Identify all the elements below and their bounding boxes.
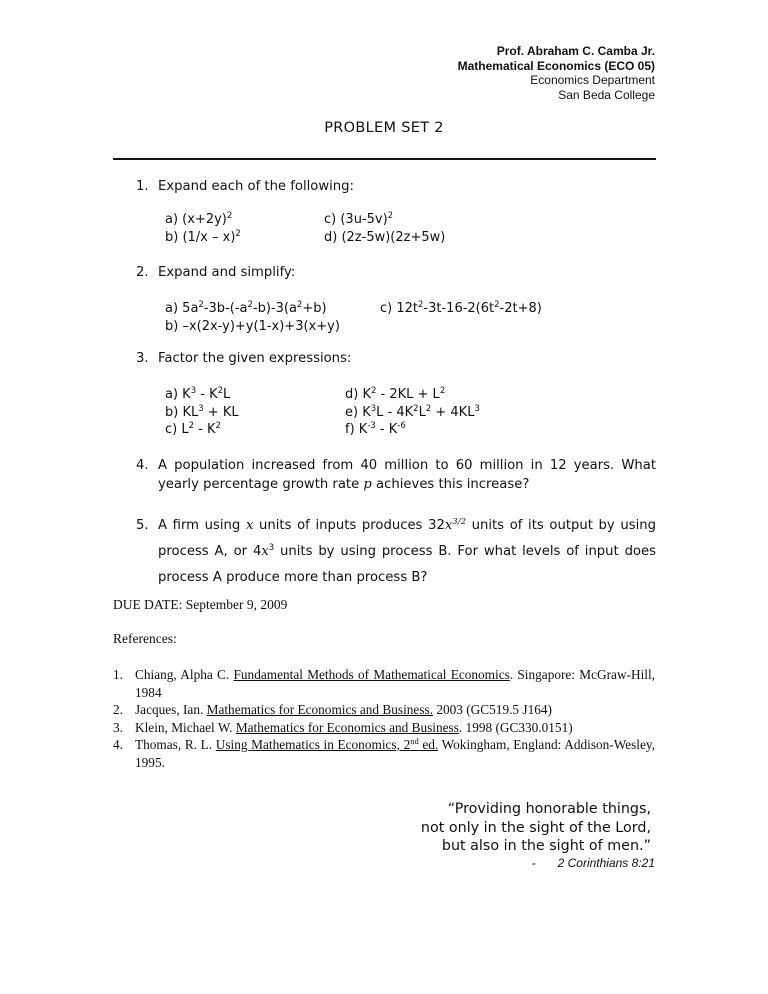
problem-text: process A produce more than process B?: [158, 570, 428, 585]
exponent: 3/2: [452, 517, 466, 527]
reference-number: 3.: [113, 719, 123, 735]
item-text: -b)-3(a: [252, 301, 297, 316]
reference-number: 2.: [113, 702, 123, 717]
problem-text: units of its output by using: [465, 518, 656, 533]
problem-text: units by using process B. For what levels of input does: [274, 544, 656, 559]
reference-info: Wokingham, England:: [438, 737, 562, 752]
item-text: d) (2z-5w)(2z+5w): [324, 229, 446, 245]
item-sup: 2: [235, 228, 241, 239]
problem-number: 2.: [136, 265, 149, 280]
item-sup: 3: [370, 403, 377, 414]
item-text: -3b-(-a: [203, 301, 248, 316]
problem-2: [136, 265, 296, 280]
item-text: L - 4K: [376, 404, 414, 420]
quote-line: “Providing honorable things,: [447, 801, 651, 817]
problem-text: process A, or 4: [158, 544, 262, 559]
reference-info: McGraw-Hill, 1984: [135, 667, 655, 700]
item-text: d) K: [345, 387, 371, 402]
exponent: 3: [268, 543, 275, 553]
item-text: b) –x(2x-y)+y(1-x)+3(x+y): [165, 318, 340, 334]
reference-2: [113, 701, 655, 719]
item-1a: [165, 211, 241, 229]
item-text: - K: [196, 387, 218, 402]
problem-1-items-left: [165, 211, 241, 246]
reference-title-text: ed.: [418, 737, 439, 752]
problem-2-items-left: [165, 300, 340, 335]
problem-text: units of inputs produces 32: [253, 518, 445, 533]
problem-number: 3.: [136, 351, 149, 366]
item-text: +b): [302, 301, 327, 316]
problem-text: achieves this increase?: [371, 477, 530, 492]
item-text: L: [223, 387, 231, 402]
problem-number: 1.: [136, 179, 149, 194]
citation-dash: -: [531, 856, 536, 870]
reference-info: . 1998 (GC330.0151): [458, 719, 573, 735]
item-sup: 3: [198, 403, 204, 414]
problem-3-items-right: [345, 386, 480, 439]
problem-4: [136, 456, 656, 494]
course-name: Mathematical Economics (ECO 05): [457, 58, 655, 73]
item-3e: [345, 404, 480, 422]
item-text: + KL: [203, 404, 239, 420]
reference-number: 1.: [113, 667, 123, 682]
reference-3: [113, 719, 655, 737]
item-text: L: [418, 404, 426, 420]
reference-title: [216, 737, 438, 752]
closing-quote: [421, 800, 651, 856]
problem-3-items-left: [165, 386, 239, 439]
item-text: f) K: [345, 422, 368, 437]
item-3c: [165, 421, 239, 439]
item-text: c) 12t: [380, 301, 418, 316]
page-title: PROBLEM SET 2: [324, 120, 444, 136]
item-text: -3t-16-2(6t: [423, 301, 495, 316]
department-name: Economics Department: [530, 73, 655, 87]
reference-info: 2003 (GC519.5 J164): [433, 702, 552, 717]
ordinal-sup: nd: [410, 736, 419, 746]
item-2a: [165, 300, 340, 318]
item-sup: 2: [418, 300, 424, 310]
item-text: a) (x+2y): [165, 212, 227, 227]
item-1c: [324, 211, 445, 229]
due-date: DUE DATE: September 9, 2009: [113, 597, 288, 612]
title-divider: [113, 158, 656, 160]
reference-info: . Singapore:: [509, 667, 576, 682]
item-2c: [380, 300, 542, 318]
item-sup: 2: [296, 300, 303, 310]
item-1b: [165, 229, 241, 247]
reference-title: Mathematics for Economics and Business.: [206, 702, 434, 717]
reference-1: [113, 666, 655, 701]
item-sup: 2: [198, 300, 204, 310]
item-3d: [345, 386, 480, 404]
item-sup: 2: [226, 211, 233, 221]
citation-text: 2 Corinthians 8:21: [557, 856, 655, 870]
problem-3: [136, 351, 352, 366]
item-sup: 2: [387, 211, 394, 221]
item-2b: [165, 318, 340, 336]
quote-line: not only in the sight of the Lord,: [420, 819, 651, 836]
reference-author: Jacques, Ian.: [135, 702, 207, 717]
item-sup: 2: [370, 386, 377, 396]
variable-x: x: [245, 518, 254, 533]
problem-text: Expand and simplify:: [158, 265, 296, 280]
problem-text: Factor the given expressions:: [158, 351, 352, 366]
variable-p: p: [363, 477, 372, 492]
reference-author: Thomas, R. L.: [135, 737, 216, 752]
header-block: [458, 44, 655, 102]
problem-1: [136, 179, 354, 194]
reference-4: [113, 736, 655, 771]
item-3f: [345, 421, 480, 439]
reference-title: Mathematics for Economics and Business: [235, 719, 459, 735]
item-text: e) K: [345, 404, 371, 420]
problem-text: A firm using: [158, 518, 246, 533]
quote-line: but also in the sight of men.”: [441, 838, 651, 854]
reference-number: 4.: [113, 737, 123, 752]
item-text: b) (1/x – x): [165, 229, 236, 245]
variable-x: x: [261, 544, 269, 559]
problem-text: A population increased from 40 million to 60 million in 12 years. What: [158, 458, 656, 473]
item-text: - K: [375, 422, 398, 437]
problem-2-items-right: [380, 300, 542, 318]
problem-number: 4.: [136, 458, 149, 473]
problem-5: [136, 513, 656, 591]
item-sup: 2: [188, 421, 195, 431]
problem-number: 5.: [136, 518, 149, 533]
item-sup: 3: [474, 403, 480, 414]
item-sup: 2: [215, 421, 221, 431]
reference-title-text: Using Mathematics in Economics, 2: [215, 737, 411, 752]
item-sup: 2: [247, 300, 253, 310]
item-sup: 2: [217, 386, 224, 396]
item-text: a) K: [165, 387, 191, 402]
item-sup: 2: [425, 403, 432, 414]
item-sup: -6: [397, 421, 406, 431]
reference-author: Klein, Michael W.: [135, 719, 236, 735]
reference-info: Addison-Wesley, 1995.: [135, 737, 655, 770]
item-1d: [324, 229, 445, 247]
reference-author: Chiang, Alpha C.: [135, 667, 234, 682]
quote-citation: [532, 856, 655, 870]
item-text: + 4KL: [431, 404, 475, 420]
item-text: -2t+8): [499, 301, 542, 316]
problem-text: yearly percentage growth rate: [158, 477, 364, 492]
problem-1-items-right: [324, 211, 445, 246]
item-text: c) L: [165, 422, 189, 437]
item-sup: 2: [494, 300, 500, 310]
item-text: a) 5a: [165, 301, 199, 316]
item-text: - K: [194, 422, 216, 437]
author-name: Prof. Abraham C. Camba Jr.: [496, 44, 655, 58]
reference-title: Fundamental Methods of Mathematical Economics: [233, 667, 510, 682]
school-name: San Beda College: [558, 87, 655, 102]
item-text: b) KL: [165, 404, 199, 420]
variable-x: x: [444, 518, 453, 533]
item-3a: [165, 386, 239, 404]
item-sup: 3: [190, 386, 197, 396]
item-3b: [165, 404, 239, 422]
problem-text: Expand each of the following:: [158, 179, 354, 194]
item-sup: 2: [413, 403, 419, 414]
item-text: c) (3u-5v): [324, 212, 388, 227]
references-label: References:: [113, 631, 177, 646]
item-sup: 2: [439, 386, 446, 396]
item-text: - 2KL + L: [376, 387, 440, 402]
item-sup: -3: [367, 421, 376, 431]
